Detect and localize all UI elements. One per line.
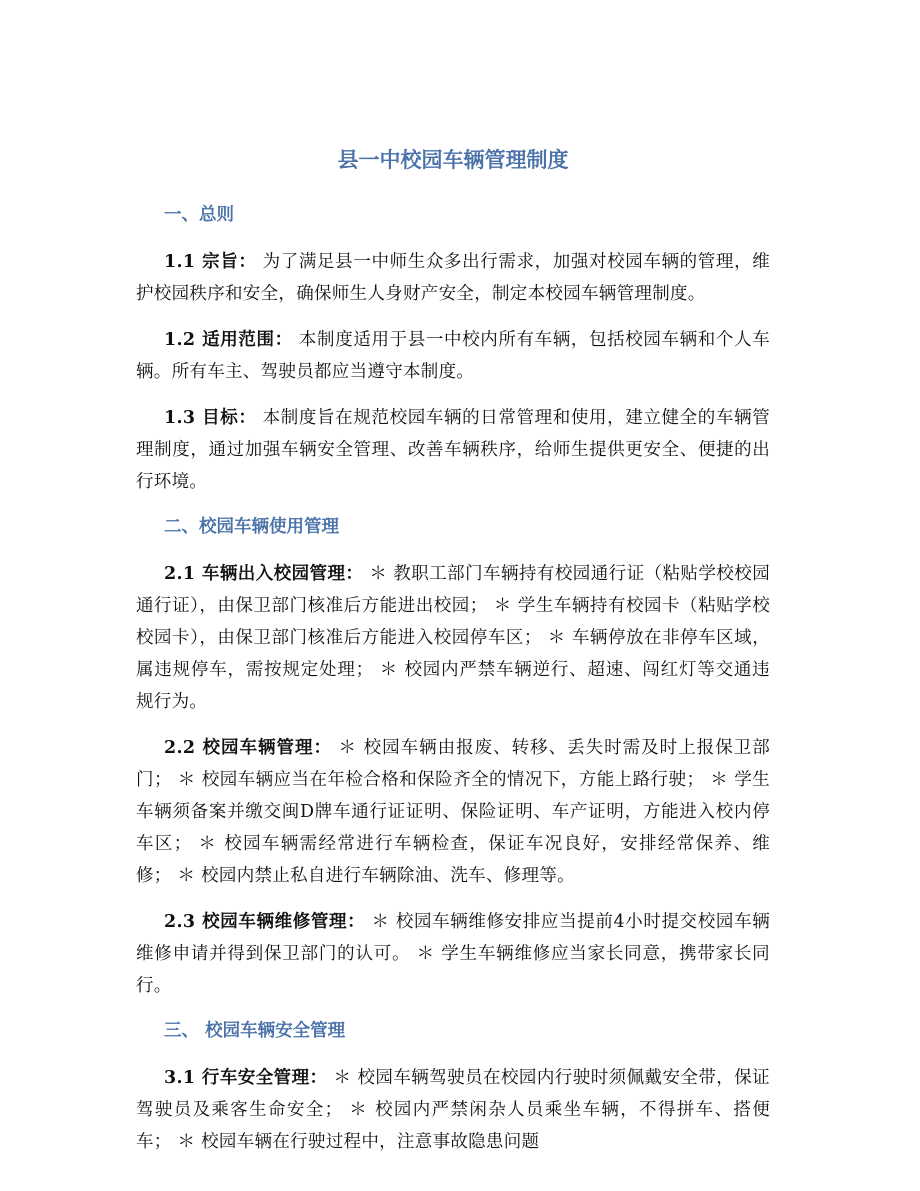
clause-label: 3.1 行车安全管理： [164, 1068, 328, 1088]
clause-text: ＊ 校园车辆由报废、转移、丢失时需及时上报保卫部门； ＊ 校园车辆应当在年检合格和保险齐全的情况下，方能上路行驶； ＊ 学生车辆须备案并缴交闽D牌车通行证证明、保险证明、车产证明，方能进入校内停车区； ＊ 校园车辆需经常进行车辆检查，保证车况良好，安排经常保养、维修； ＊ 校园内禁止私自进行车辆除油、洗车、修理等。 [136, 738, 771, 886]
clause-text: 为了满足县一中师生众多出行需求，加强对校园车辆的管理，维护校园秩序和安全，确保师生人身财产安全，制定本校园车辆管理制度。 [136, 252, 770, 304]
section-heading: 二、校园车辆使用管理 [164, 517, 339, 537]
clause-label: 2.1 车辆出入校园管理： [164, 564, 364, 584]
clause-1-3 [136, 402, 770, 498]
clause-2-1 [136, 558, 770, 718]
clause-text: ＊ 校园车辆驾驶员在校园内行驶时须佩戴安全带，保证驾驶员及乘客生命安全； ＊ 校园内严禁闲杂人员乘坐车辆，不得拼车、搭便车； ＊ 校园车辆在行驶过程中，注意事故隐患问题 [136, 1068, 770, 1152]
clause-2-2 [136, 732, 770, 892]
document-title: 县一中校园车辆管理制度 [337, 148, 569, 172]
clause-label: 2.2 校园车辆管理： [164, 738, 332, 758]
clause-3-1 [136, 1062, 770, 1158]
clause-text: ＊ 教职工部门车辆持有校园通行证（粘贴学校校园通行证），由保卫部门核准后方能进出校园； ＊ 学生车辆持有校园卡（粘贴学校校园卡），由保卫部门核准后方能进入校园停车区； ＊ 车辆停放在非停车区域，属违规停车，需按规定处理； ＊ 校园内严禁车辆逆行、超速、闯红灯等交通违规行为。 [136, 564, 770, 712]
clause-label: 1.3 目标： [164, 408, 257, 428]
clause-label: 2.3 校园车辆维修管理： [164, 912, 366, 932]
section-vehicle-usage [136, 512, 770, 1002]
clause-2-3 [136, 906, 770, 1002]
section-heading: 三、 校园车辆安全管理 [164, 1021, 346, 1041]
clause-label: 1.1 宗旨： [164, 252, 257, 272]
clause-label: 1.2 适用范围： [164, 330, 293, 350]
section-vehicle-safety [136, 1016, 770, 1158]
clause-text: 本制度适用于县一中校内所有车辆，包括校园车辆和个人车辆。所有车主、驾驶员都应当遵守本制度。 [136, 330, 770, 382]
document-page [136, 140, 770, 1172]
clause-text: ＊ 校园车辆维修安排应当提前4小时提交校园车辆维修申请并得到保卫部门的认可。 ＊ 学生车辆维修应当家长同意，携带家长同行。 [136, 912, 771, 996]
clause-1-2 [136, 324, 770, 388]
clause-text: 本制度旨在规范校园车辆的日常管理和使用，建立健全的车辆管理制度，通过加强车辆安全管理、改善车辆秩序，给师生提供更安全、便捷的出行环境。 [136, 408, 770, 492]
section-general [136, 200, 770, 498]
section-heading: 一、总则 [164, 205, 234, 225]
clause-1-1 [136, 246, 770, 310]
